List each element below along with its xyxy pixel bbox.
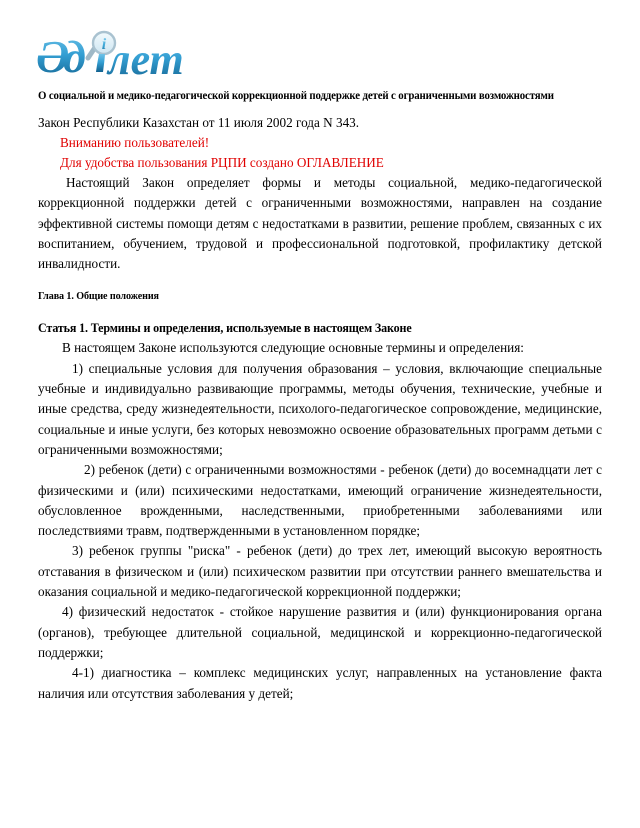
- svg-text:лет: лет: [108, 35, 184, 82]
- svg-text:i: i: [101, 36, 107, 53]
- logo-letter-i: [96, 54, 105, 72]
- definition-item: 3) ребенок группы "риска" - ребенок (дети) до трех лет, имеющий высокую вероятность отставания в физическом и (или) психическом развитии при отсутствии раннего вмешательства и оказания социальной и медико-педагогической коррекционной поддержки;: [38, 543, 602, 600]
- document-body: [38, 88, 602, 704]
- law-reference: Закон Республики Казахстан от 11 июля 2002 года N 343.: [38, 115, 360, 130]
- svg-text:д: д: [63, 31, 86, 82]
- notice-line-2[interactable]: Для удобства пользования РЦПИ создано ОГЛАВЛЕНИЕ: [60, 155, 384, 170]
- page-title: О социальной и медико-педагогической коррекционной поддержке детей с ограниченными возможностями: [38, 90, 554, 102]
- article-intro: В настоящем Законе используются следующие основные термины и определения:: [62, 340, 524, 356]
- article-heading: Статья 1. Термины и определения, используемые в настоящем Законе: [38, 321, 412, 336]
- adilet-logo-svg: [36, 30, 236, 82]
- logo-letter-de: [63, 31, 86, 82]
- definition-item: 4-1) диагностика – комплекс медицинских услуг, направленных на установление факта наличия или отсутствия заболевания у детей;: [38, 665, 602, 701]
- definition-item: 4) физический недостаток - стойкое нарушение развития и (или) функционирования органа (органов), требующее длительной социальной, медицинской и коррекционно-педагогической поддержки;: [38, 604, 602, 660]
- svg-text:Ә: Ә: [36, 31, 70, 82]
- definition-item: 1) специальные условия для получения образования – условия, включающие специальные учебные и индивидуально развивающие программы, методы обучения, технические, учебные и иные средства, среду жизнедеятельности, психолого-педагогическое сопровождение, медицинские, социальные и иные услуги, без которых невозможно освоение образовательных программ детьми с ограниченными возможностями;: [38, 360, 602, 457]
- notice-line-1: Вниманию пользователей!: [60, 135, 210, 150]
- chapter-heading: Глава 1. Общие положения: [38, 291, 159, 303]
- logo-letters-let: [106, 35, 184, 82]
- site-logo[interactable]: [36, 30, 236, 82]
- definition-item: 2) ребенок (дети) с ограниченными возможностями - ребенок (дети) до восемнадцати лет с физическими и (или) психическими недостатками, имеющий ограничение жизнедеятельности, обусловленное врожденными, наследственными, приобретенными заболеваниями или последствиями травм, подтвержденными в установленном порядке;: [38, 462, 602, 539]
- preamble-paragraph: Настоящий Закон определяет формы и методы социальной, медико-педагогической коррекционной поддержки детей с ограниченными возможностями, направлен на создание эффективной системы помощи детям с недостатками в развитии, решение проблем, связанных с их воспитанием, обучением, трудовой и профессиональной подготовкой, профилактику детской инвалидности.: [38, 175, 602, 272]
